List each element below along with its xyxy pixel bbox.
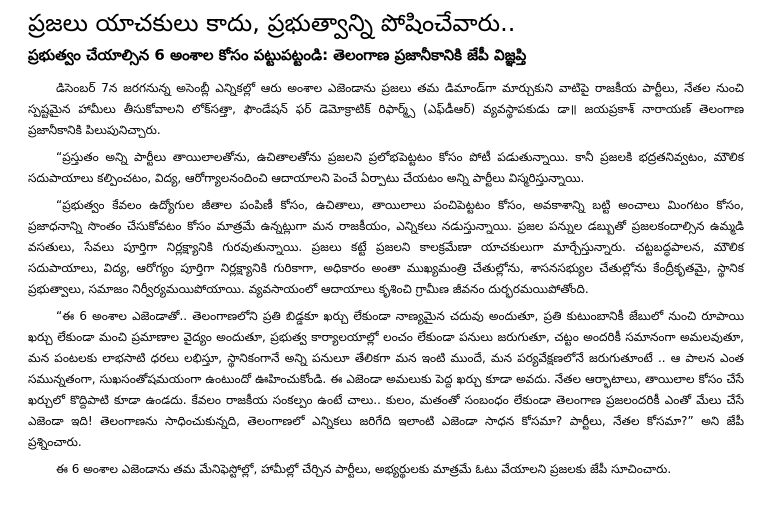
- article-body: [28, 78, 744, 480]
- article-paragraph-4: “ఈ 6 అంశాల ఎజెండాతో.. తెలంగాణలోని ప్రతి బిడ్డకూ ఖర్చు లేకుండా నాణ్యమైన చదువు అందుతూ, ప్రతి కుటుంబానికీ జేబులో నుంచి రూపాయి ఖర్చు లేకుండా మంచి ప్రమాణాల వైద్యం అందుతూ, ప్రభుత్వ కార్యాలయాల్లో లంచం లేకుండా పనులు జరుగుతూ, చట్టం అందరికీ సమానంగా అమలవుతూ, మన పంటలకు లాభసాటి ధరలు లభిస్తూ, స్థానికంగానే అన్ని పనులూ తేలికగా మన ఇంటి ముందే, మన పర్యవేక్షణలోనే జరుగుతూంటే .. ఆ పాలన ఎంత సమున్నతంగా, సుఖసంతోషమయంగా ఉంటుందో ఊహించుకోండి. ఈ ఎజెండా అమలుకు పెద్ద ఖర్చు కూడా అవదు. నేతల ఆర్భాటాలు, తాయిలాల కోసం చేసే ఖర్చులో కొద్దిపాటి కూడా ఉండదు. కేవలం రాజకీయ సంకల్పం ఉంటే చాలు.. కులం, మతంతో సంబంధం లేకుండా తెలంగాణ ప్రజలందరికీ ఎంతో మేలు చేసే ఎజెండా ఇది! తెలంగాణను సాధించుకున్నది, తెలంగాణలో ఎన్నికలు జరిగేది ఇలాంటి ఎజెండా సాధన కోసమా? పార్టీలు, నేతల కోసమా?” అని జేపీ ప్రశ్నించారు.: [28, 309, 744, 449]
- article-subheadline: ప్రభుత్వం చేయాల్సిన 6 అంశాల కోసం పట్టుపట్టండి: తెలంగాణ ప్రజానీకానికి జేపీ విజ్ఞప్తి: [28, 46, 527, 64]
- article-paragraph-2: “ప్రస్తుతం అన్ని పార్టీలు తాయిలాలతోను, ఉచితాలతోను ప్రజలని ప్రలోభపెట్టటం కోసం పోటీ పడుతున్నాయి. కానీ ప్రజలకి భద్రతనివ్వటం, మౌలిక సదుపాయాలు కల్పించటం, విద్య, ఆరోగ్యాలనందించి ఆదాయాలని పెంచే ఏర్పాటు చేయటం అన్ని పార్టీలు విస్మరిస్తున్నాయి.: [28, 150, 744, 185]
- article-paragraph-5: ఈ 6 అంశాల ఎజెండాను తమ మేనిఫెస్టోల్లో, హామీల్లో చేర్చిన పార్టీలు, అభ్యర్థులకు మాత్రమే ఓటు వేయాలని ప్రజలకు జేపీ సూచించారు.: [56, 462, 672, 476]
- article-paragraph-3: “ప్రభుత్వం కేవలం ఉద్యోగుల జీతాల పంపిణీ కోసం, ఉచితాలు, తాయిలాలు పంచిపెట్టటం కోసం, అవకాశాన్ని బట్టి అంచాలు మింగటం కోసం, ప్రజాధనాన్ని సొంతం చేసుకోవటం కోసం మాత్రమే ఉన్నట్లుగా మన రాజకీయం, ఎన్నికలు నడుస్తున్నాయి. ప్రజల పన్నుల డబ్బుతో ప్రజలకందాల్సిన ఉమ్మడి వసతులు, సేవలు పూర్తిగా నిర్లక్ష్యానికి గురవుతున్నాయి. ప్రజలు కట్టే ప్రజలని కాలక్రమేణా యాచకులుగా మార్చేస్తున్నారు. చట్టబద్ధపాలన, మౌలిక సదుపాయాలు, విద్య, ఆరోగ్యం పూర్తిగా నిర్లక్ష్యానికి గురికాగా, అధికారం అంతా ముఖ్యమంత్రి చేతుల్లోను, శాసనసభ్యుల చేతుల్లోను కేంద్రీకృతమై, స్థానిక ప్రభుత్వాలు, సమాజం నిర్వీర్యమయిపోయాయి. వ్యవసాయంలో ఆదాయాలు కృశించి గ్రామీణ జీవనం దుర్భరమయిపోతోంది.: [28, 198, 744, 296]
- article-headline: ప్రజలు యాచకులు కాదు, ప్రభుత్వాన్ని పోషించేవారు..: [28, 9, 516, 37]
- article-paragraph-1: డిసెంబర్ 7న జరగనున్న అసెంబ్లీ ఎన్నికల్లో ఆరు అంశాల ఎజెండాను ప్రజలు తమ డిమాండ్‌గా మార్చుకుని వాటిపై రాజకీయ పార్టీలు, నేతల నుంచి స్పష్టమైన హామీలు తీసుకోవాలని లోక్‌సత్తా, ఫౌండేషన్ ఫర్ డెమోక్రాటిక్ రిఫార్మ్స్ (ఎఫ్‌డీఆర్) వ్యవస్థాపకుడు డా॥ జయప్రకాశ్ నారాయణ్ తెలంగాణ ప్రజానీకానికి పిలుపునిచ్చారు.: [28, 81, 744, 137]
